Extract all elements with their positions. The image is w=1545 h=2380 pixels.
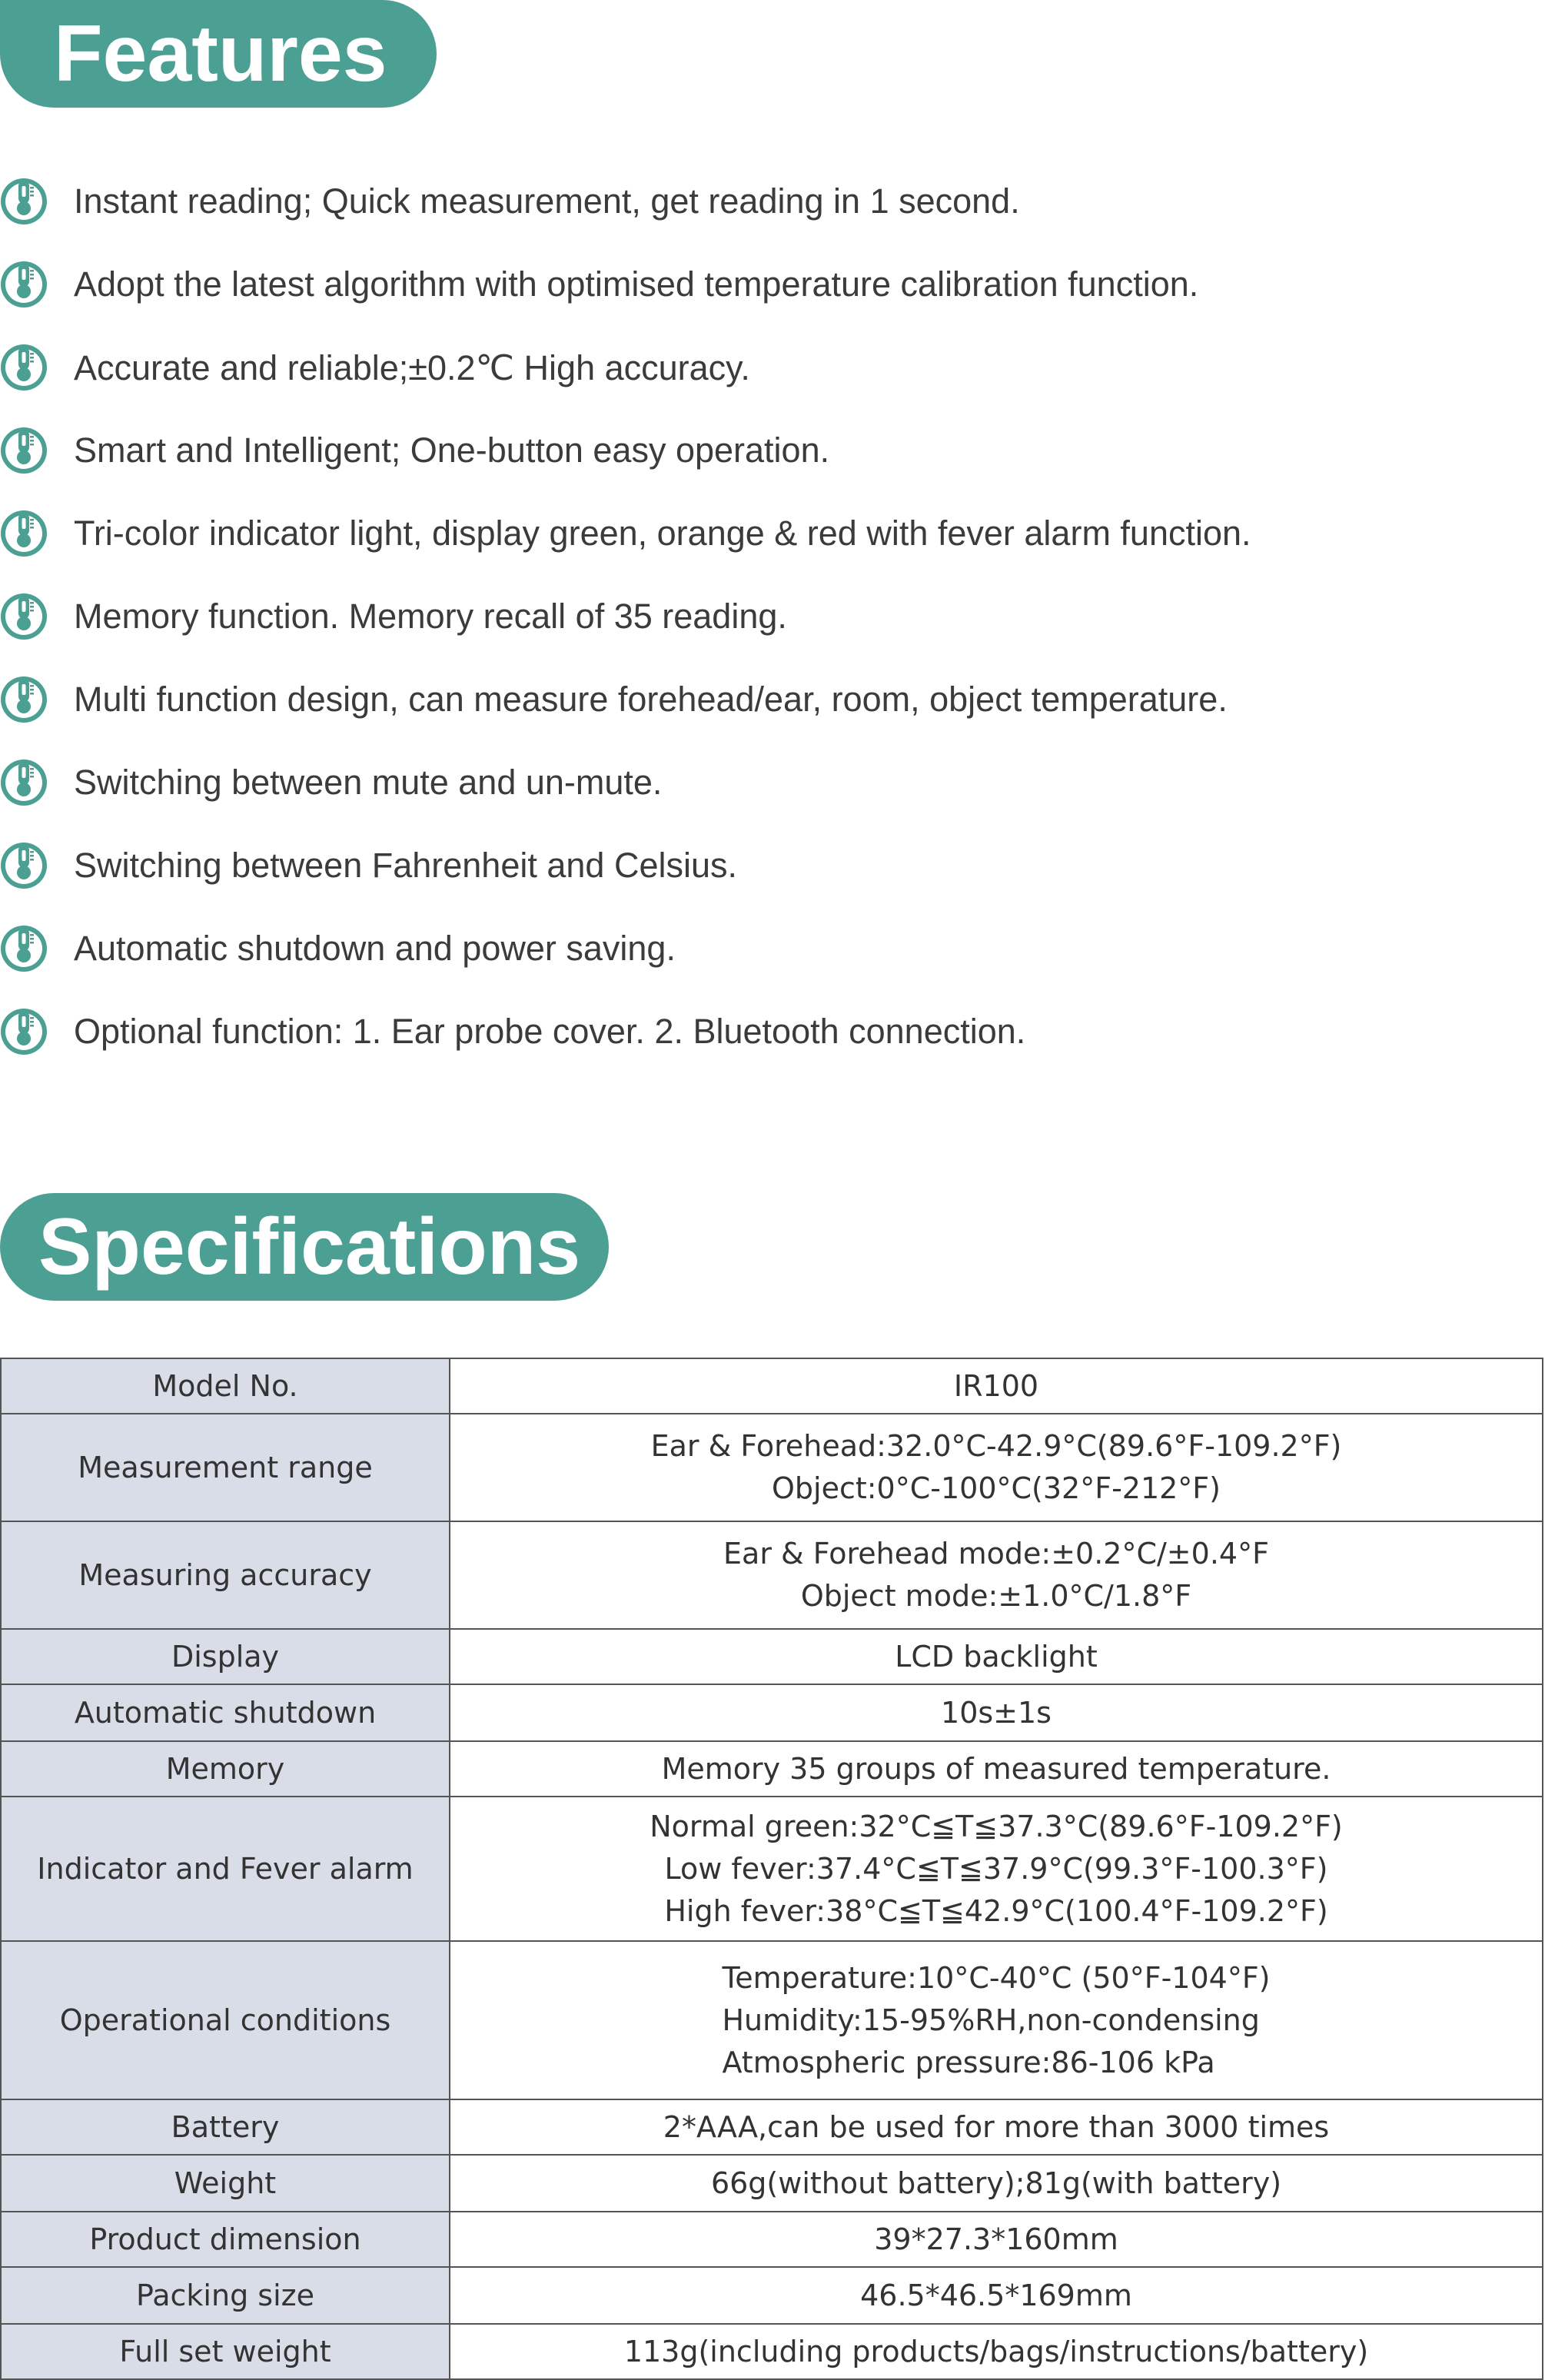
spec-label: Display	[1, 1629, 450, 1684]
spec-row	[1, 1684, 1543, 1741]
spec-value-line: Low fever:37.4°C≦T≦37.9°C(99.3°F-100.3°F)	[664, 1851, 1328, 1886]
spec-label: Packing size	[1, 2267, 450, 2324]
spec-value-lines	[458, 1806, 1534, 1933]
spec-value	[450, 2212, 1543, 2267]
feature-item	[0, 575, 1507, 658]
spec-value	[450, 1741, 1543, 1797]
spec-value-lines	[458, 2331, 1534, 2373]
spec-value	[450, 1521, 1543, 1629]
feature-text: Multi function design, can measure forehead/ear, room, object temperature.	[74, 680, 1228, 719]
spec-value-lines	[458, 1533, 1534, 1617]
spec-row	[1, 2155, 1543, 2212]
spec-value	[450, 2099, 1543, 2155]
spec-value-line: 46.5*46.5*169mm	[860, 2278, 1132, 2312]
features-heading: Features	[0, 0, 437, 108]
spec-value-line: Object mode:±1.0°C/1.8°F	[800, 1579, 1192, 1613]
spec-label: Indicator and Fever alarm	[1, 1797, 450, 1941]
spec-value-lines	[722, 1957, 1270, 2084]
spec-row	[1, 1358, 1543, 1414]
spec-value-line: 66g(without battery);81g(with battery)	[710, 2166, 1282, 2200]
spec-value-lines	[458, 1365, 1534, 1408]
spec-value-lines	[458, 2275, 1534, 2317]
spec-value	[450, 2324, 1543, 2379]
feature-text: Instant reading; Quick measurement, get reading in 1 second.	[74, 181, 1020, 221]
spec-value-lines	[458, 2162, 1534, 2205]
spec-value	[450, 1941, 1543, 2099]
specifications-table-body	[1, 1358, 1543, 2379]
feature-text: Optional function: 1. Ear probe cover. 2. Bluetooth connection.	[74, 1012, 1026, 1051]
spec-row	[1, 1797, 1543, 1941]
spec-value-line: Object:0°C-100°C(32°F-212°F)	[771, 1471, 1221, 1505]
spec-value-line: 39*27.3*160mm	[874, 2222, 1118, 2256]
spec-value	[450, 1414, 1543, 1521]
spec-value	[450, 1797, 1543, 1941]
thermometer-icon	[0, 344, 48, 391]
spec-row	[1, 1629, 1543, 1684]
thermometer-icon	[0, 178, 48, 225]
feature-text: Switching between mute and un-mute.	[74, 763, 663, 802]
thermometer-icon	[0, 842, 48, 889]
spec-value	[450, 2267, 1543, 2324]
spec-label: Battery	[1, 2099, 450, 2155]
spec-row	[1, 1741, 1543, 1797]
feature-text: Adopt the latest algorithm with optimised temperature calibration function.	[74, 264, 1199, 304]
feature-item	[0, 658, 1507, 741]
spec-row	[1, 1941, 1543, 2099]
spec-row	[1, 2267, 1543, 2324]
spec-value-line: IR100	[953, 1368, 1039, 1403]
spec-value	[450, 2155, 1543, 2212]
spec-value-line: Normal green:32°C≦T≦37.3°C(89.6°F-109.2°F)	[650, 1809, 1343, 1843]
spec-value	[450, 1629, 1543, 1684]
spec-label: Model No.	[1, 1358, 450, 1414]
spec-label: Operational conditions	[1, 1941, 450, 2099]
spec-value-line: 10s±1s	[941, 1695, 1052, 1730]
spec-label: Automatic shutdown	[1, 1684, 450, 1741]
feature-text: Accurate and reliable;±0.2℃ High accuracy.	[74, 347, 750, 387]
feature-text: Tri-color indicator light, display green, orange & red with fever alarm function.	[74, 514, 1251, 553]
feature-item	[0, 243, 1507, 326]
spec-value-line: Atmospheric pressure:86-106 kPa	[722, 2045, 1215, 2079]
specifications-heading: Specifications	[0, 1193, 609, 1301]
spec-value-lines	[458, 2106, 1534, 2149]
feature-item	[0, 907, 1507, 990]
spec-row	[1, 1521, 1543, 1629]
spec-row	[1, 2212, 1543, 2267]
spec-label: Product dimension	[1, 2212, 450, 2267]
spec-label: Memory	[1, 1741, 450, 1797]
spec-value-lines	[458, 1425, 1534, 1510]
spec-value-line: Ear & Forehead mode:±0.2°C/±0.4°F	[723, 1537, 1269, 1571]
spec-value-line: Memory 35 groups of measured temperature.	[661, 1751, 1331, 1786]
feature-text: Switching between Fahrenheit and Celsius.	[74, 846, 737, 885]
feature-item	[0, 326, 1507, 409]
spec-value-line: LCD backlight	[895, 1639, 1098, 1674]
spec-row	[1, 2099, 1543, 2155]
feature-text: Memory function. Memory recall of 35 reading.	[74, 597, 787, 636]
spec-value-line: Humidity:15-95%RH,non-condensing	[722, 2003, 1260, 2037]
feature-item	[0, 409, 1507, 492]
thermometer-icon	[0, 759, 48, 806]
thermometer-icon	[0, 593, 48, 640]
spec-value-lines	[458, 1748, 1534, 1790]
spec-value	[450, 1684, 1543, 1741]
spec-value-line: High fever:38°C≦T≦42.9°C(100.4°F-109.2°F)	[664, 1893, 1328, 1928]
spec-value-lines	[458, 2219, 1534, 2261]
spec-label: Measurement range	[1, 1414, 450, 1521]
spec-value-line: 113g(including products/bags/instructions/battery)	[623, 2334, 1369, 2368]
spec-value-line: Ear & Forehead:32.0°C-42.9°C(89.6°F-109.2°F)	[650, 1429, 1342, 1463]
feature-item	[0, 824, 1507, 907]
spec-row	[1, 2324, 1543, 2379]
feature-text: Automatic shutdown and power saving.	[74, 929, 676, 968]
spec-label: Weight	[1, 2155, 450, 2212]
feature-item	[0, 741, 1507, 824]
features-list	[0, 160, 1507, 1073]
thermometer-icon	[0, 510, 48, 557]
spec-value-line: 2*AAA,can be used for more than 3000 times	[663, 2109, 1330, 2144]
feature-item	[0, 492, 1507, 575]
thermometer-icon	[0, 427, 48, 474]
spec-value-lines	[458, 1692, 1534, 1734]
spec-value-line: Temperature:10°C-40°C (50°F-104°F)	[722, 1960, 1271, 1995]
specifications-table	[0, 1358, 1543, 2380]
spec-label: Full set weight	[1, 2324, 450, 2379]
thermometer-icon	[0, 925, 48, 972]
spec-value-lines	[458, 1636, 1534, 1678]
feature-item	[0, 990, 1507, 1073]
thermometer-icon	[0, 1008, 48, 1055]
feature-text: Smart and Intelligent; One-button easy operation.	[74, 430, 830, 470]
thermometer-icon	[0, 261, 48, 308]
spec-row	[1, 1414, 1543, 1521]
spec-label: Measuring accuracy	[1, 1521, 450, 1629]
thermometer-icon	[0, 676, 48, 723]
spec-value	[450, 1358, 1543, 1414]
feature-item	[0, 160, 1507, 243]
